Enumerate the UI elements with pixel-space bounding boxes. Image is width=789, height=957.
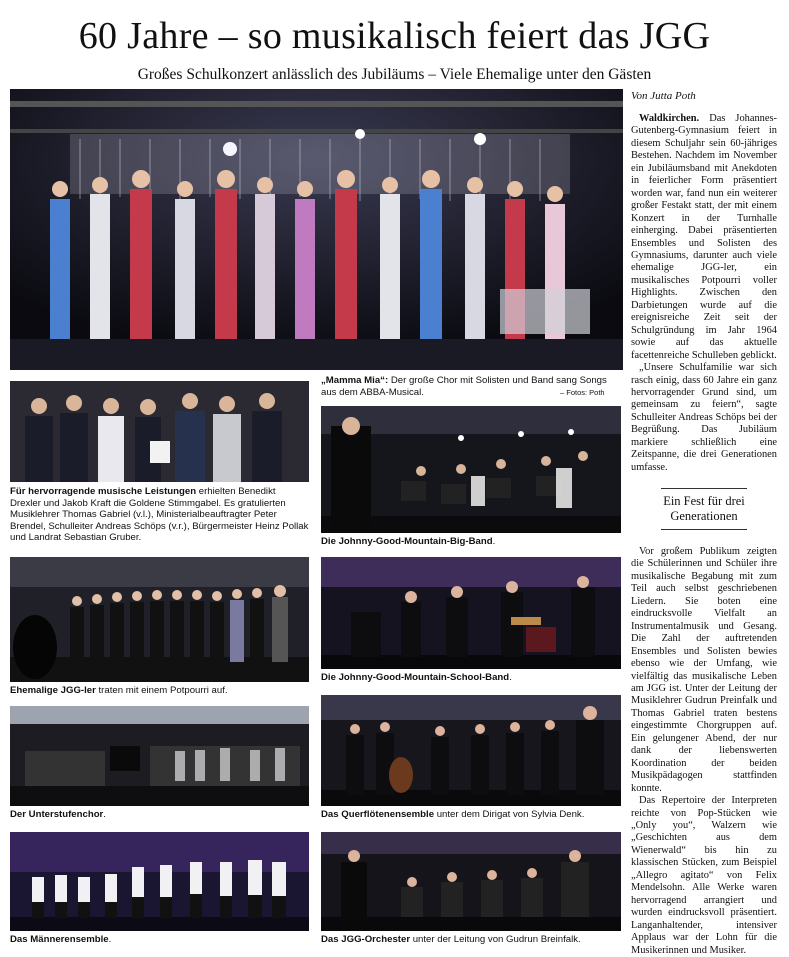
photo-alumni — [10, 557, 309, 682]
photo-award — [10, 381, 309, 482]
photo-unterstufenchor — [10, 706, 309, 806]
photo-school-band — [321, 557, 621, 669]
caption-main: „Mamma Mia“: Der große Chor mit Solisten und Band sang Songs aus dem ABBA-Musical. — [321, 375, 607, 398]
headline: 60 Jahre – so musikalisch feiert das JGG — [78, 15, 711, 57]
article-paragraph-3: Vor großem Publikum zeigten die Schülerinnen und Schüler ihre musikalische Begabung mit zum Teil auch selbst geschriebenen Liedern. Sie boten eine eindrucksvolle Vielfalt an Instrumentalmusik und Gesang. Die Zahl der auftretenden Ensembles und Solisten bewies ebenso wie der Umfang, wie vielfältig das musikalische Leben am JGG ist. Unter der Leitung der Musiklehrer Gudrun Preinfalk und Thomas Gabriel traten bestens eingestimmte Chorgruppen auf. Ein gelungener Abend, der nur dank der liebenswerten Koordination der beiden Musikpädagogen stattfinden konnte. — [631, 546, 777, 794]
article-column-bottom — [631, 546, 777, 957]
subhead-rule-top — [661, 488, 747, 489]
photo-jgg-orchester — [321, 832, 621, 931]
subheadline: Großes Schulkonzert anlässlich des Jubiläums – Viele Ehemalige unter den Gästen — [137, 66, 652, 83]
author-byline: Von Jutta Poth — [631, 90, 696, 102]
caption-school-band: Die Johnny-Good-Mountain-School-Band. — [321, 672, 512, 683]
photo-mamma-mia — [10, 89, 623, 370]
caption-alumni: Ehemalige JGG-ler traten mit einem Potpourri auf. — [10, 685, 228, 696]
article-paragraph-4: Das Repertoire der Interpreten reichte von Pop-Stücken wie „Only you“, Walzern wie „Geschichten aus dem Wienerwald“ bis hin zu klassischen Stücken, zum Beispiel „Allegro agitato“ von Felix Mendelsohn. Alle Werke waren hervorragend arrangiert und wurden eindrucksvoll präsentiert. Langanhaltender, intensiver Applaus war der Lohn für die Musikerinnen und Musiker. — [631, 795, 777, 956]
caption-jgg-orchester: Das JGG-Orchester unter der Leitung von Gudrun Breinfalk. — [321, 934, 581, 945]
caption-maennerensemble: Das Männerensemble. — [10, 934, 112, 945]
article-column-top — [631, 113, 777, 474]
photo-big-band — [321, 406, 621, 533]
caption-querfloetenensemble: Das Querflötenensemble unter dem Dirigat von Sylvia Denk. — [321, 809, 585, 820]
photo-maennerensemble — [10, 832, 309, 931]
caption-big-band: Die Johnny-Good-Mountain-Big-Band. — [321, 536, 496, 547]
subhead-rule-bottom — [661, 529, 747, 530]
article-paragraph-2: „Unsere Schulfamilie war sich rasch einig, dass 60 Jahre ein ganz hervorragender Grund sind, um gemeinsam zu feiern“, sagte Schulleiter Andreas Schöps bei der Begrüßung. Das Jubiläum markiere schließlich eine Zeitspanne, die drei Generationen umfasse. — [631, 362, 777, 473]
photo-credit: – Fotos: Poth — [560, 388, 605, 397]
caption-award: Für hervorragende musische Leistungen erhielten Benedikt Drexler und Jakob Kraft die Goldene Stimmgabel. Es gratulierten Musiklehrer Thomas Gabriel (v.l.), Ministerialbeauftragter Peter Brendel, Schulleiter Andreas Schöps (v.r.), Bürgermeister Heinz Pollak und Landrat Sebastian Gruber. — [10, 486, 309, 544]
photo-querfloetenensemble — [321, 695, 621, 806]
article-paragraph-1: Waldkirchen. Das Johannes-Gutenberg-Gymnasium feiert in diesem Schuljahr sein 60-jähriges Bestehen. Nachdem im November ein Jubiläumsband mit Anekdoten in feierlicher Form präsentiert worden war, fand nun ein weiterer großer Festakt statt, der mit einem Konzert in der Turnhalle einherging. Dabei präsentierten Ensembles und Solisten des Gymnasiums, darunter auch viele ehemalige JGG-ler, ein musikalisches Potpourri voller Highlights. Zwischen den Darbietungen wurde auf die ereignisreiche Zeit seit der Schulgründung im Jahr 1964 sowie auf das aktuelle facettenreiche Schulleben geblickt. — [631, 113, 777, 361]
caption-unterstufenchor: Der Unterstufenchor. — [10, 809, 106, 820]
article-subhead: Ein Fest für drei Generationen — [663, 494, 745, 523]
